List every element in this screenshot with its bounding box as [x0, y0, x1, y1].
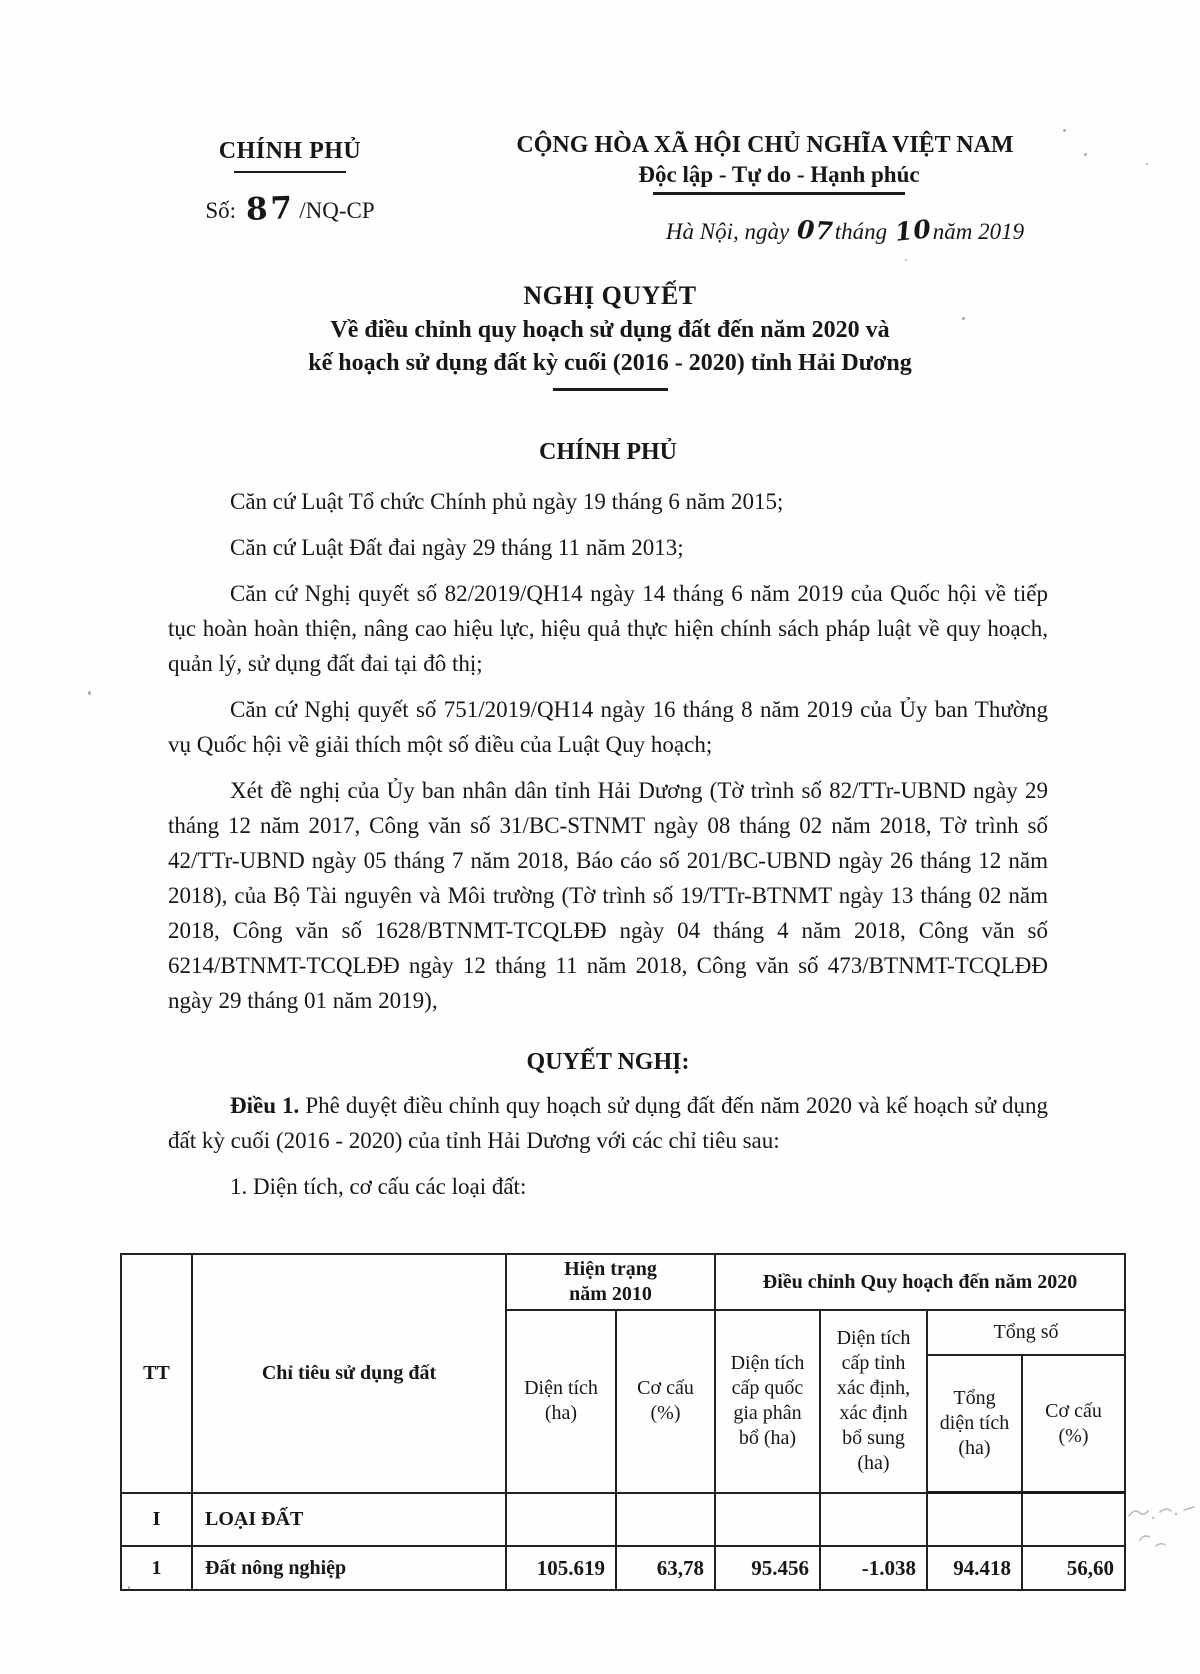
national-motto: Độc lập - Tự do - Hạnh phúc	[638, 162, 920, 187]
proposal-paragraph: Xét đề nghị của Ủy ban nhân dân tỉnh Hải Dương (Tờ trình số 82/TTr-UBND ngày 29 tháng 12 năm 2017, Công văn số 31/BC-STNMT ngày 08 tháng 02 năm 2018, Tờ trình số 42/TTr-UBND ngày 05 tháng 7 năm 2018, Báo cáo số 201/BC-UBND ngày 26 tháng 12 năm 2018), của Bộ Tài nguyên và Môi trường (Tờ trình số 19/TTr-BTNMT ngày 13 tháng 02 năm 2018, Công văn số 1628/BTNMT-TCQLĐĐ ngày 04 tháng 4 năm 2018, Công văn số 6214/BTNMT-TCQLĐĐ ngày 12 tháng 11 năm 2018, Công văn số 473/BTNMT-TCQLĐĐ ngày 29 tháng 01 năm 2019),	[168, 778, 1048, 1013]
row-provincial: -1.038	[820, 1546, 927, 1590]
article-1	[168, 1088, 1048, 1158]
row-tt: I	[121, 1493, 192, 1547]
handwritten-document-number: 87	[245, 190, 296, 228]
scan-speck	[905, 259, 907, 261]
col-group-total: Tổng số	[927, 1310, 1125, 1355]
table-row-land-type	[121, 1493, 1125, 1547]
handwritten-day: 07	[796, 215, 835, 246]
national-title: CỘNG HÒA XÃ HỘI CHỦ NGHĨA VIỆT NAM	[516, 132, 1014, 158]
title-divider	[553, 388, 668, 391]
col-header-structure-2010: Cơ cấu (%)	[616, 1310, 715, 1493]
row-total-area	[927, 1493, 1022, 1547]
resolution-heading: QUYẾT NGHỊ:	[526, 1049, 690, 1075]
document-kind: NGHỊ QUYẾT	[523, 281, 697, 310]
land-use-table	[120, 1253, 1126, 1591]
scan-speck	[128, 1586, 130, 1590]
document-title-block	[160, 278, 1060, 391]
legal-basis-paragraph: Căn cứ Nghị quyết số 82/2019/QH14 ngày 14 tháng 6 năm 2019 của Quốc hội về tiếp tục hoàn hoàn thiện, nâng cao hiệu lực, hiệu quả thực hiện chính sách pháp luật về quy hoạch, quản lý, sử dụng đất đai tại đô thị;	[168, 581, 1048, 676]
article-1-text: Phê duyệt điều chỉnh quy hoạch sử dụng đất đến năm 2020 và kế hoạch sử dụng đất kỳ cuối (2016 - 2020) của tỉnh Hải Dương với các chỉ tiêu sau:	[168, 1093, 1049, 1153]
scan-speck	[1084, 153, 1087, 156]
row-area-2010: 105.619	[506, 1546, 616, 1590]
date-line	[630, 214, 1060, 247]
legal-basis-paragraph: Căn cứ Nghị quyết số 751/2019/QH14 ngày 16 tháng 8 năm 2019 của Ủy ban Thường vụ Quốc hội về giải thích một số điều của Luật Quy hoạch;	[168, 697, 1048, 757]
row-structure-2020	[1022, 1493, 1125, 1547]
col-header-area-2010: Diện tích (ha)	[506, 1310, 616, 1493]
section-1-heading: 1. Diện tích, cơ cấu các loại đất:	[230, 1174, 527, 1199]
document-subtitle-line1: Về điều chỉnh quy hoạch sử dụng đất đến năm 2020 và	[330, 317, 890, 343]
row-total-area: 94.418	[927, 1546, 1022, 1590]
col-group-2010: Hiện trạng năm 2010	[506, 1254, 715, 1310]
row-provincial	[820, 1493, 927, 1547]
row-area-2010	[506, 1493, 616, 1547]
legal-basis-paragraph: Căn cứ Luật Đất đai ngày 29 tháng 11 năm 2013;	[230, 535, 684, 560]
date-prefix: Hà Nội, ngày	[665, 219, 790, 244]
national-header-block	[480, 130, 1050, 195]
row-national	[715, 1493, 820, 1547]
document-number	[170, 189, 410, 230]
row-tt: 1	[121, 1546, 192, 1590]
issuer-heading: CHÍNH PHỦ	[539, 439, 677, 465]
document-subtitle-line2: kế hoạch sử dụng đất kỳ cuối (2016 - 2020) tỉnh Hải Dương	[308, 350, 912, 376]
col-header-provincial-determined: Diện tích cấp tỉnh xác định, xác định bổ sung (ha)	[820, 1310, 927, 1493]
row-label: Đất nông nghiệp	[192, 1546, 506, 1590]
motto-underline	[653, 192, 905, 195]
row-structure-2010: 63,78	[616, 1546, 715, 1590]
pencil-mark	[1126, 1500, 1198, 1552]
col-header-total-structure: Cơ cấu (%)	[1022, 1355, 1125, 1493]
row-structure-2020: 56,60	[1022, 1546, 1125, 1590]
date-suffix: năm 2019	[932, 219, 1025, 244]
scan-speck	[88, 691, 91, 695]
row-label: LOẠI ĐẤT	[192, 1493, 506, 1547]
date-thang: tháng	[834, 219, 888, 244]
scan-speck	[1063, 129, 1066, 132]
row-structure-2010	[616, 1493, 715, 1547]
document-body	[168, 434, 1048, 1205]
col-header-national-allocated: Diện tích cấp quốc gia phân bổ (ha)	[715, 1310, 820, 1493]
scan-speck	[1146, 163, 1148, 165]
legal-basis-paragraph: Căn cứ Luật Tổ chức Chính phủ ngày 19 tháng 6 năm 2015;	[230, 489, 784, 514]
document-number-label: Số:	[205, 198, 237, 223]
document-number-suffix: /NQ-CP	[299, 198, 375, 223]
col-header-tt: TT	[121, 1254, 192, 1493]
article-1-label: Điều 1.	[230, 1093, 300, 1118]
handwritten-month: 10	[893, 214, 934, 247]
row-national: 95.456	[715, 1546, 820, 1590]
table-row-agricultural-land	[121, 1546, 1125, 1590]
col-group-2020: Điều chỉnh Quy hoạch đến năm 2020	[715, 1254, 1125, 1310]
org-underline	[234, 171, 346, 173]
col-header-indicator: Chỉ tiêu sử dụng đất	[192, 1254, 506, 1493]
issuing-authority-block	[170, 136, 410, 230]
scan-speck	[962, 317, 965, 320]
col-header-total-area: Tổng diện tích (ha)	[927, 1355, 1022, 1493]
issuing-org: CHÍNH PHỦ	[218, 138, 362, 164]
